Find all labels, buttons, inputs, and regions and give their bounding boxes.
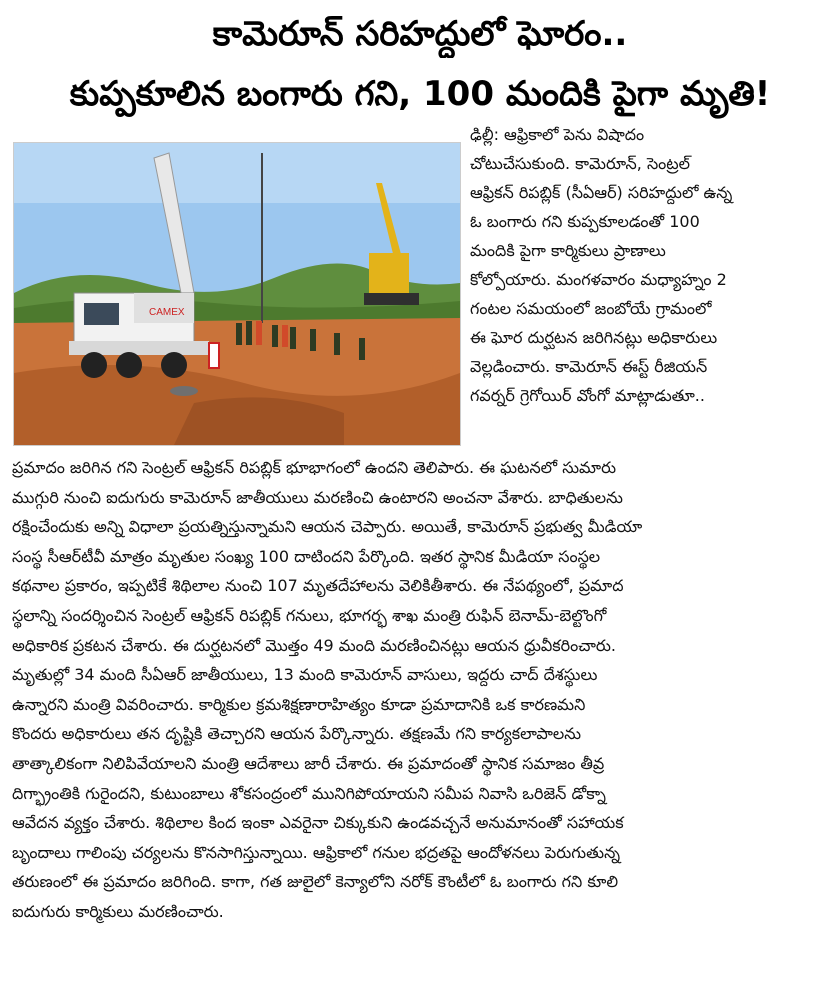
- side-line-9: వెల్లడించారు. కామెరూన్ ఈస్ట్ రీజియన్: [470, 357, 708, 376]
- body-line-5: కథనాల ప్రకారం, ఇప్పటికే శిథిలాల నుంచి 107 మృతదేహాలను వెలికితీశారు. ఈ నేపథ్యంలో, ప్రమాద: [12, 576, 624, 596]
- side-line-10: గవర్నర్ గ్రెగోయిర్ వోంగో మాట్లాడుతూ..: [470, 386, 705, 405]
- body-line-4: సంస్థ సీఆర్‌టీవీ మాత్రం మృతుల సంఖ్య 100 దాటిందని పేర్కొంది. ఇతర స్థానిక మీడియా సంస్థల: [12, 546, 601, 566]
- body-line-11: తాత్కాలికంగా నిలిపివేయాలని మంత్రి ఆదేశాలు జారీ చేశారు. ఈ ప్రమాదంతో స్థానిక సమాజం తీవ్ర: [12, 753, 605, 773]
- side-line-3: ఆఫ్రికన్ రిపబ్లిక్ (సీఏఆర్) సరిహద్దులో ఉన్న: [470, 183, 733, 202]
- side-line-6: కోల్పోయారు. మంగళవారం మధ్యాహ్నం 2: [470, 270, 727, 289]
- body-line-6: స్థలాన్ని సందర్శించిన సెంట్రల్ ఆఫ్రికన్ రిపబ్లిక్ గనులు, భూగర్భ శాఖ మంత్రి రుఫిన్ బెనామ్-బెల్టొంగో: [12, 605, 607, 625]
- body-line-15: తరుణంలో ఈ ప్రమాదం జరిగింది. కాగా, గత జులైలో కెన్యాలోని నరోక్ కౌంటీలో ఓ బంగారు గని కూలి: [12, 872, 619, 892]
- body-line-12: దిగ్భ్రాంతికి గురైందని, కుటుంబాలు శోకసంద్రంలో మునిగిపోయాయని సమీప నివాసి ఒరిజెన్ డోక్నా: [12, 783, 606, 803]
- side-line-4: ఓ బంగారు గని కుప్పకూలడంతో 100: [470, 212, 700, 231]
- crane-brand-label: CAMEX: [149, 307, 185, 318]
- photo-illustration: [14, 143, 460, 445]
- side-line-5: మందికి పైగా కార్మికులు ప్రాణాలు: [470, 241, 666, 260]
- article-body: [12, 453, 830, 927]
- side-line-7: గంటల సమయంలో జంబోయే గ్రామంలో: [470, 299, 712, 318]
- body-line-7: అధికారిక ప్రకటన చేశారు. ఈ దుర్ఘటనలో మొత్తం 49 మంది మరణించినట్లు ఆయన ధ్రువీకరించారు.: [12, 635, 616, 655]
- side-line-1: ఢిల్లీ: ఆఫ్రికాలో పెను విషాదం: [470, 125, 645, 144]
- article-side-column: [470, 120, 828, 410]
- side-line-8: ఈ ఘోర దుర్ఘటన జరిగినట్లు అధికారులు: [470, 328, 718, 347]
- body-line-14: బృందాలు గాలింపు చర్యలను కొనసాగిస్తున్నాయి. ఆఫ్రికాలో గనుల భద్రతపై ఆందోళనలు పెరుగుతున్న: [12, 842, 621, 862]
- body-line-16: ఐదుగురు కార్మికులు మరణించారు.: [12, 901, 224, 921]
- mine-collapse-photo: [13, 142, 461, 446]
- headline-line-1: కామెరూన్ సరిహద్దులో ఘోరం..: [212, 14, 628, 54]
- headline-line-2: కుప్పకూలిన బంగారు గని, 100 మందికి పైగా మృతి!: [69, 74, 771, 114]
- body-line-9: ఉన్నారని మంత్రి వివరించారు. కార్మికుల క్రమశిక్షణారాహిత్యం కూడా ప్రమాదానికి ఒక కారణమని: [12, 694, 586, 714]
- body-line-10: కొందరు అధికారులు తన దృష్టికి తెచ్చారని ఆయన పేర్కొన్నారు. తక్షణమే గని కార్యకలాపాలను: [12, 724, 582, 744]
- body-line-3: రక్షించేందుకు అన్ని విధాలా ప్రయత్నిస్తున్నామని ఆయన చెప్పారు. అయితే, కామెరూన్ ప్రభుత్వ మీడియా: [12, 517, 643, 537]
- body-line-1: ప్రమాదం జరిగిన గని సెంట్రల్ ఆఫ్రికన్ రిపబ్లిక్ భూభాగంలో ఉందని తెలిపారు. ఈ ఘటనలో సుమారు: [12, 458, 617, 477]
- body-line-2: ముగ్గురి నుంచి ఐదుగురు కామెరూన్ జాతీయులు మరణించి ఉంటారని అంచనా వేశారు. బాధితులను: [12, 487, 623, 507]
- body-line-13: ఆవేదన వ్యక్తం చేశారు. శిథిలాల కింద ఇంకా ఎవరైనా చిక్కుకుని ఉండవచ్చనే అనుమానంతో సహాయక: [12, 813, 624, 833]
- body-line-8: మృతుల్లో 34 మంది సీఏఆర్ జాతీయులు, 13 మంది కామెరూన్ వాసులు, ఇద్దరు చాద్ దేశస్థులు: [12, 665, 598, 685]
- side-line-2: చోటుచేసుకుంది. కామెరూన్, సెంట్రల్: [470, 154, 690, 173]
